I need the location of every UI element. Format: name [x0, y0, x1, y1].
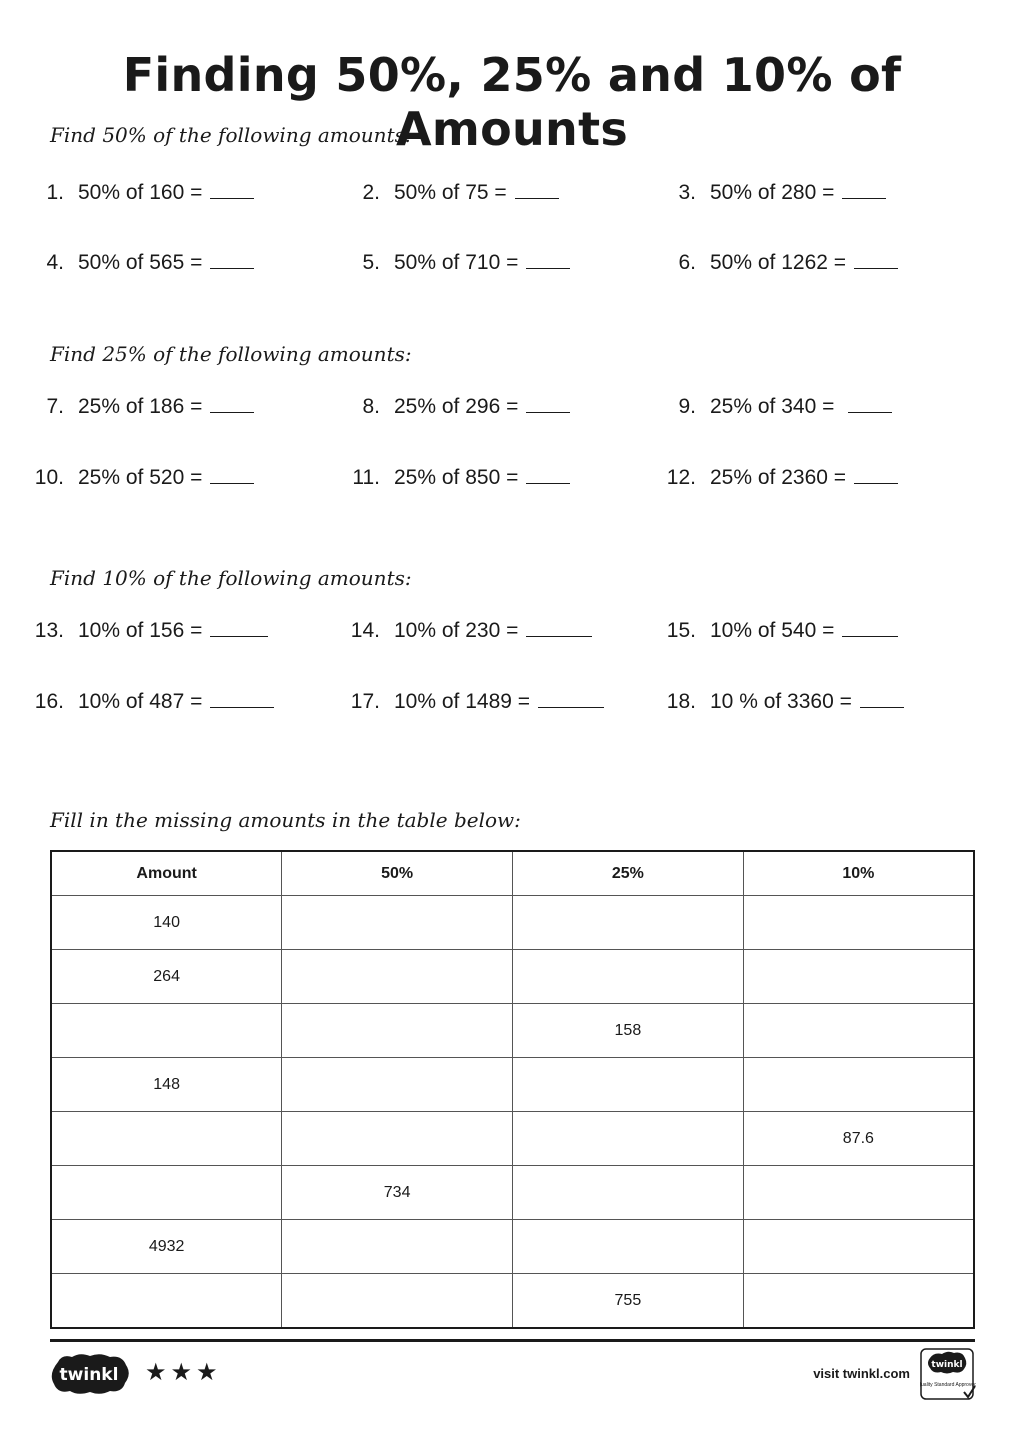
question-5: 5. 50% of 710 = — [340, 251, 570, 275]
table-cell[interactable] — [743, 896, 974, 950]
table-instruction: Fill in the missing amounts in the table below: — [50, 808, 521, 832]
table-cell[interactable] — [513, 1220, 744, 1274]
section-instruction-25: Find 25% of the following amounts: — [50, 342, 412, 366]
table-row — [51, 1274, 974, 1329]
table-row — [51, 896, 974, 950]
answer-blank[interactable] — [526, 267, 570, 269]
question-17: 17. 10% of 1489 = — [340, 690, 604, 714]
question-row — [0, 251, 1024, 281]
table-cell[interactable] — [282, 1004, 513, 1058]
table-row — [51, 1220, 974, 1274]
header-amount: Amount — [51, 851, 282, 896]
question-11: 11. 25% of 850 = — [340, 466, 570, 490]
table-cell[interactable] — [51, 1004, 282, 1058]
answer-blank[interactable] — [526, 635, 592, 637]
table-cell[interactable] — [282, 1274, 513, 1329]
question-7: 7. 25% of 186 = — [24, 395, 254, 419]
percentages-table — [50, 850, 975, 1329]
badge-title: twinkl — [931, 1360, 963, 1370]
table-cell[interactable] — [743, 1166, 974, 1220]
table-row — [51, 950, 974, 1004]
question-row — [0, 181, 1024, 211]
table-cell[interactable] — [513, 1112, 744, 1166]
table-cell[interactable] — [743, 1004, 974, 1058]
answer-blank[interactable] — [210, 635, 268, 637]
table-cell[interactable] — [51, 1274, 282, 1329]
table-cell[interactable] — [513, 950, 744, 1004]
question-row — [0, 466, 1024, 496]
question-6: 6. 50% of 1262 = — [656, 251, 898, 275]
answer-blank[interactable] — [515, 197, 559, 199]
badge-text: Quality Standard Approved — [920, 1382, 976, 1388]
difficulty-stars: ★★★ — [145, 1358, 222, 1386]
table-cell[interactable]: 4932 — [51, 1220, 282, 1274]
table-cell[interactable] — [743, 950, 974, 1004]
twinkl-logo[interactable] — [48, 1352, 130, 1396]
quality-badge-shape — [920, 1348, 976, 1402]
table-cell[interactable] — [743, 1274, 974, 1329]
question-18: 18. 10 % of 3360 = — [656, 690, 904, 714]
answer-blank[interactable] — [210, 197, 254, 199]
section-instruction-10: Find 10% of the following amounts: — [50, 566, 412, 590]
answer-blank[interactable] — [842, 635, 898, 637]
question-14: 14. 10% of 230 = — [340, 619, 592, 643]
answer-blank[interactable] — [860, 706, 904, 708]
question-row — [0, 395, 1024, 425]
table-cell[interactable]: 264 — [51, 950, 282, 1004]
table-row — [51, 1004, 974, 1058]
visit-link[interactable]: visit twinkl.com — [813, 1366, 910, 1381]
table-header-row — [51, 851, 974, 896]
table-cell[interactable]: 158 — [513, 1004, 744, 1058]
table-cell[interactable]: 140 — [51, 896, 282, 950]
table-cell[interactable] — [282, 1220, 513, 1274]
answer-blank[interactable] — [526, 482, 570, 484]
question-12: 12. 25% of 2360 = — [656, 466, 898, 490]
table-cell[interactable]: 148 — [51, 1058, 282, 1112]
answer-blank[interactable] — [854, 482, 898, 484]
table-cell[interactable] — [743, 1220, 974, 1274]
question-row — [0, 690, 1024, 720]
question-4: 4. 50% of 565 = — [24, 251, 254, 275]
table-cell[interactable] — [282, 1112, 513, 1166]
question-3: 3. 50% of 280 = — [656, 181, 886, 205]
table-row — [51, 1112, 974, 1166]
table-cell[interactable] — [282, 896, 513, 950]
table-row — [51, 1166, 974, 1220]
footer-divider — [50, 1339, 975, 1342]
table-cell[interactable]: 734 — [282, 1166, 513, 1220]
answer-blank[interactable] — [210, 411, 254, 413]
table-cell[interactable] — [282, 950, 513, 1004]
table-cell[interactable]: 755 — [513, 1274, 744, 1329]
quality-badge — [920, 1348, 976, 1402]
question-10: 10. 25% of 520 = — [24, 466, 254, 490]
question-2: 2. 50% of 75 = — [340, 181, 559, 205]
answer-blank[interactable] — [210, 267, 254, 269]
answer-blank[interactable] — [538, 706, 604, 708]
question-15: 15. 10% of 540 = — [656, 619, 898, 643]
answer-blank[interactable] — [848, 411, 892, 413]
table-cell[interactable] — [513, 1058, 744, 1112]
header-10: 10% — [743, 851, 974, 896]
question-8: 8. 25% of 296 = — [340, 395, 570, 419]
section-instruction-50: Find 50% of the following amounts: — [50, 123, 412, 147]
table-cell[interactable] — [51, 1166, 282, 1220]
question-9: 9. 25% of 340 = — [656, 395, 892, 419]
answer-blank[interactable] — [854, 267, 898, 269]
table-cell[interactable] — [743, 1058, 974, 1112]
header-50: 50% — [282, 851, 513, 896]
answer-blank[interactable] — [210, 482, 254, 484]
answer-blank[interactable] — [842, 197, 886, 199]
table-cell[interactable] — [51, 1112, 282, 1166]
answer-blank[interactable] — [526, 411, 570, 413]
table-cell[interactable]: 87.6 — [743, 1112, 974, 1166]
twinkl-logo-shape — [48, 1352, 130, 1396]
question-13: 13. 10% of 156 = — [24, 619, 268, 643]
table-row — [51, 1058, 974, 1112]
question-row — [0, 619, 1024, 649]
logo-text: twinkl — [59, 1365, 119, 1385]
answer-blank[interactable] — [210, 706, 274, 708]
question-1: 1. 50% of 160 = — [24, 181, 254, 205]
question-16: 16. 10% of 487 = — [24, 690, 274, 714]
table-cell[interactable] — [513, 1166, 744, 1220]
page-title: Finding 50%, 25% and 10% of Amounts — [122, 48, 902, 156]
header-25: 25% — [513, 851, 744, 896]
table-cell[interactable] — [513, 896, 744, 950]
table-cell[interactable] — [282, 1058, 513, 1112]
